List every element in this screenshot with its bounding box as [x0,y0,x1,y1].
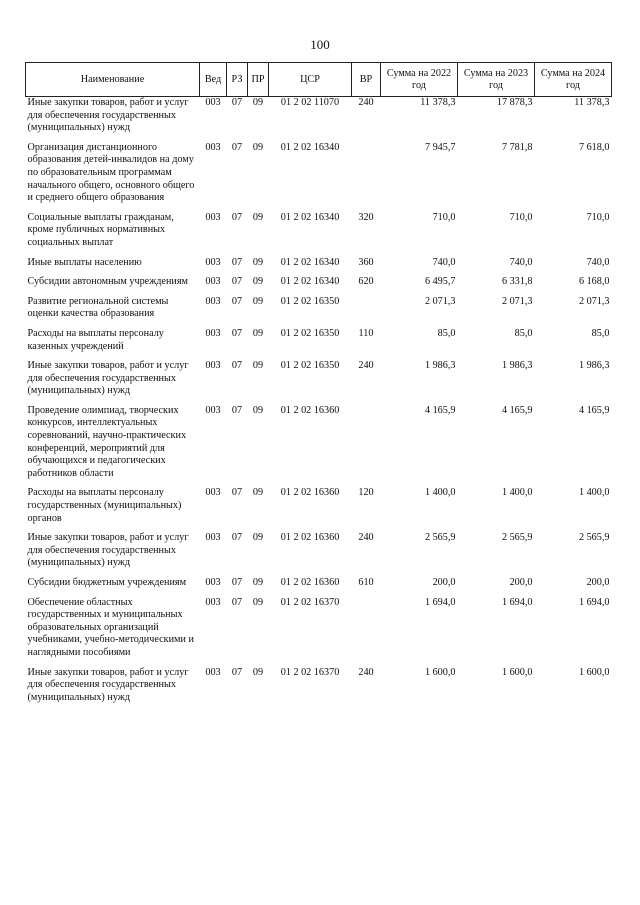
cell-csr: 01 2 02 16350 [280,327,340,339]
cell-sum-2023: 200,0 [509,577,533,588]
cell-rz: 07 [231,256,243,268]
cell-name: Субсидии бюджетным учреждениям [27,577,187,588]
cell-ved: 003 [205,211,221,223]
cell-sum-2024: 1 400,0 [578,487,610,499]
cell-rz: 07 [231,532,243,544]
cell-ved: 003 [205,487,221,499]
cell-ved: 003 [205,295,221,307]
cell-sum-2023: 85,0 [514,327,533,339]
cell-rz: 07 [231,577,243,588]
table-body [26,97,612,712]
cell-sum-2024: 7 618,0 [578,141,610,153]
cell-pr: 09 [252,295,264,307]
cell-ved: 003 [205,577,221,588]
cell-csr: 01 2 02 16360 [280,532,340,544]
cell-name: Социальные выплаты гражданам, кроме публичных нормативных социальных выплат [27,211,174,248]
cell-pr: 09 [252,327,264,339]
cell-pr: 09 [252,577,264,588]
cell-name: Иные выплаты населению [27,256,142,268]
cell-vr: 240 [358,532,374,544]
cell-rz: 07 [231,666,243,678]
cell-ved: 003 [205,256,221,268]
cell-csr: 01 2 02 16370 [280,596,340,608]
cell-sum-2022: 85,0 [437,327,456,339]
header-sum-2024: Сумма на 2024 год [535,63,612,97]
cell-sum-2024: 710,0 [586,211,610,223]
cell-pr: 09 [252,97,264,108]
table-row [26,142,612,212]
cell-name: Расходы на выплаты персоналу государственных (муниципальных) органов [27,487,182,524]
cell-pr: 09 [252,487,264,499]
cell-vr: 620 [358,276,374,288]
table-row [26,276,612,296]
header-name: Наименование [26,63,200,97]
cell-pr: 09 [252,404,264,416]
cell-rz: 07 [231,97,243,108]
table-row [26,577,612,597]
cell-sum-2024: 1 694,0 [578,596,610,608]
cell-name: Субсидии автономным учреждениям [27,276,188,288]
cell-csr: 01 2 02 16340 [280,276,340,288]
cell-csr: 01 2 02 16370 [280,666,340,678]
table-row [26,212,612,257]
cell-name: Проведение олимпиад, творческих конкурсов, интеллектуальных соревнований, научно-практических конференций, мероприятий для обучающихся и педагогических работников области [27,404,187,479]
cell-vr: 320 [358,211,374,223]
cell-csr: 01 2 02 16360 [280,487,340,499]
cell-vr: 120 [358,487,374,499]
cell-vr [352,597,381,667]
table-row [26,360,612,405]
cell-vr: 360 [358,256,374,268]
cell-pr: 09 [252,532,264,544]
header-ved: Вед [200,63,227,97]
cell-vr: 110 [358,327,374,339]
header-pr: ПР [248,63,269,97]
cell-vr: 240 [358,360,374,372]
cell-ved: 003 [205,666,221,678]
table-header-row [26,63,612,97]
header-vr: ВР [352,63,381,97]
cell-pr: 09 [252,211,264,223]
cell-sum-2023: 2 071,3 [501,295,533,307]
cell-rz: 07 [231,404,243,416]
cell-sum-2022: 2 071,3 [424,295,456,307]
cell-csr: 01 2 02 11070 [280,97,340,108]
cell-sum-2023: 6 331,8 [501,276,533,288]
cell-sum-2022: 11 378,3 [420,97,456,108]
cell-sum-2022: 1 600,0 [424,666,456,678]
page-number: 100 [310,37,330,52]
cell-pr: 09 [252,596,264,608]
budget-table [25,62,612,711]
cell-sum-2023: 2 565,9 [501,532,533,544]
cell-sum-2022: 1 694,0 [424,596,456,608]
cell-csr: 01 2 02 16360 [280,404,340,416]
cell-sum-2024: 6 168,0 [578,276,610,288]
table-row [26,667,612,712]
cell-name: Развитие региональной системы оценки качества образования [27,295,169,320]
cell-vr [352,405,381,488]
cell-csr: 01 2 02 16350 [280,360,340,372]
cell-pr: 09 [252,276,264,288]
table-row [26,405,612,488]
cell-ved: 003 [205,327,221,339]
cell-csr: 01 2 02 16340 [280,211,340,223]
cell-sum-2024: 1 986,3 [578,360,610,372]
cell-sum-2023: 1 694,0 [501,596,533,608]
cell-sum-2022: 4 165,9 [424,404,456,416]
cell-sum-2022: 740,0 [432,256,456,268]
cell-csr: 01 2 02 16350 [280,295,340,307]
cell-pr: 09 [252,360,264,372]
cell-sum-2023: 17 878,3 [496,97,533,108]
cell-rz: 07 [231,327,243,339]
cell-sum-2023: 1 400,0 [501,487,533,499]
cell-rz: 07 [231,276,243,288]
cell-pr: 09 [252,256,264,268]
cell-sum-2024: 200,0 [586,577,610,588]
cell-sum-2024: 2 071,3 [578,295,610,307]
cell-csr: 01 2 02 16340 [280,141,340,153]
cell-sum-2022: 710,0 [432,211,456,223]
cell-pr: 09 [252,141,264,153]
table-row [26,532,612,577]
cell-vr [352,296,381,328]
cell-ved: 003 [205,97,221,108]
cell-sum-2023: 710,0 [509,211,533,223]
cell-rz: 07 [231,295,243,307]
cell-vr: 610 [358,577,374,588]
table-row [26,296,612,328]
cell-vr: 240 [358,666,374,678]
cell-csr: 01 2 02 16360 [280,577,340,588]
cell-vr [352,142,381,212]
header-sum-2023: Сумма на 2023 год [458,63,535,97]
cell-rz: 07 [231,360,243,372]
cell-ved: 003 [205,360,221,372]
cell-sum-2023: 1 600,0 [501,666,533,678]
cell-sum-2022: 1 986,3 [424,360,456,372]
cell-rz: 07 [231,596,243,608]
table-row [26,257,612,277]
table-row [26,97,612,142]
cell-sum-2023: 1 986,3 [501,360,533,372]
cell-sum-2023: 4 165,9 [501,404,533,416]
cell-name: Иные закупки товаров, работ и услуг для обеспечения государственных (муниципальных) нужд [27,97,189,134]
cell-rz: 07 [231,487,243,499]
table-row [26,328,612,360]
cell-rz: 07 [231,211,243,223]
cell-sum-2024: 11 378,3 [574,97,610,108]
cell-name: Иные закупки товаров, работ и услуг для обеспечения государственных (муниципальных) нужд [27,360,189,397]
cell-sum-2024: 2 565,9 [578,532,610,544]
cell-sum-2022: 6 495,7 [424,276,456,288]
header-rz: РЗ [227,63,248,97]
cell-name: Иные закупки товаров, работ и услуг для обеспечения государственных (муниципальных) нужд [27,532,189,569]
cell-ved: 003 [205,532,221,544]
cell-pr: 09 [252,666,264,678]
cell-sum-2024: 85,0 [591,327,610,339]
cell-sum-2024: 1 600,0 [578,666,610,678]
cell-name: Обеспечение областных государственных и муниципальных образовательных организаций учебниками, учебно-методическими и наглядными пособиями [27,596,194,658]
cell-sum-2024: 740,0 [586,256,610,268]
header-csr: ЦСР [269,63,352,97]
cell-ved: 003 [205,404,221,416]
cell-ved: 003 [205,596,221,608]
cell-sum-2022: 1 400,0 [424,487,456,499]
cell-rz: 07 [231,141,243,153]
cell-sum-2022: 7 945,7 [424,141,456,153]
cell-ved: 003 [205,141,221,153]
cell-sum-2022: 2 565,9 [424,532,456,544]
cell-sum-2024: 4 165,9 [578,404,610,416]
header-sum-2022: Сумма на 2022 год [381,63,458,97]
table-row [26,487,612,532]
cell-name: Расходы на выплаты персоналу казенных учреждений [27,327,164,352]
table-row [26,597,612,667]
cell-sum-2023: 7 781,8 [501,141,533,153]
cell-csr: 01 2 02 16340 [280,256,340,268]
cell-name: Организация дистанционного образования детей-инвалидов на дому по образовательным программам начального общего, основного общего и среднего общего образования [27,141,195,204]
cell-ved: 003 [205,276,221,288]
cell-name: Иные закупки товаров, работ и услуг для обеспечения государственных (муниципальных) нужд [27,666,189,703]
cell-sum-2022: 200,0 [432,577,456,588]
cell-sum-2023: 740,0 [509,256,533,268]
cell-vr: 240 [358,97,374,108]
